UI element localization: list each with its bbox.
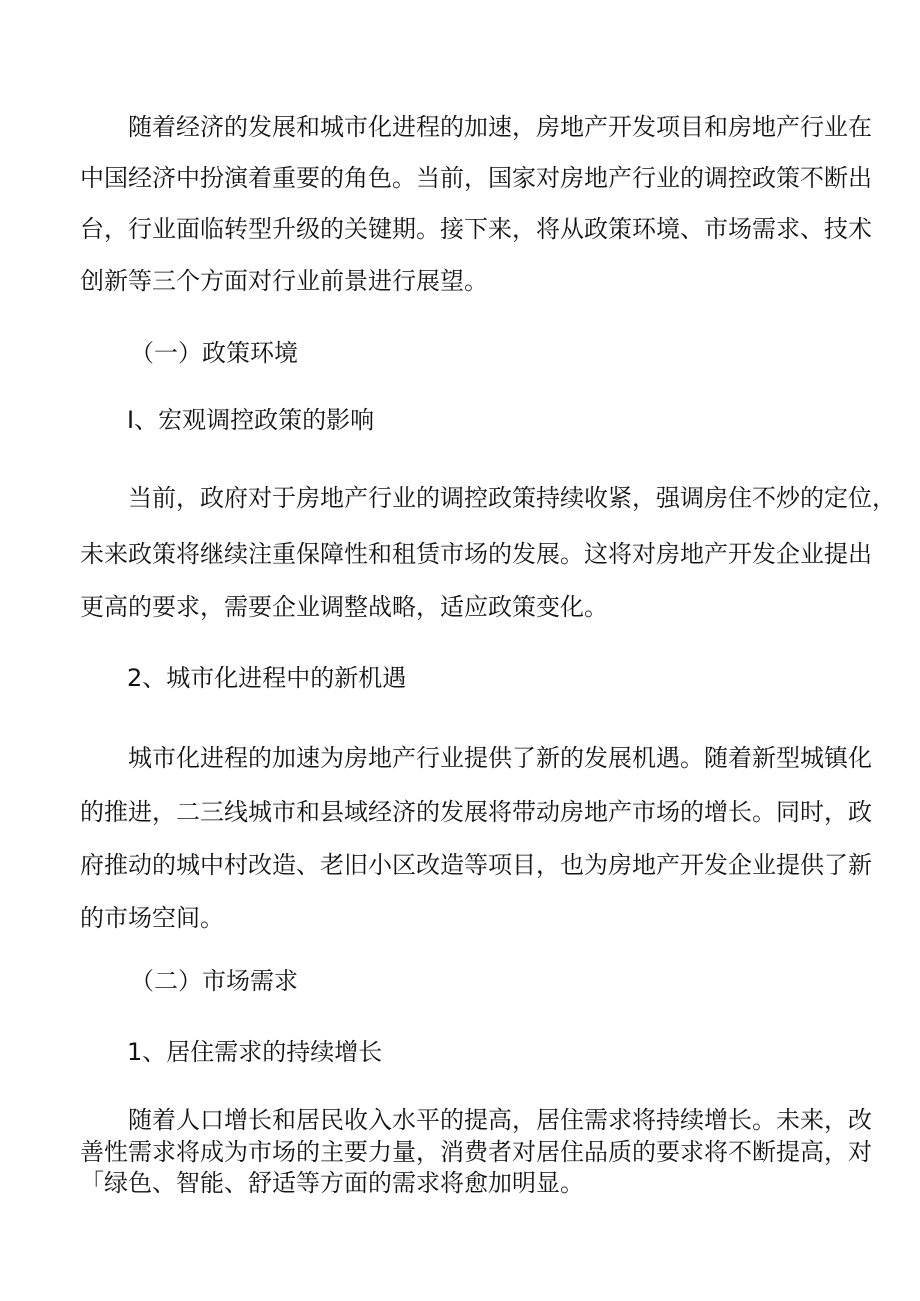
paragraph-line: 善性需求将成为市场的主要力量，消费者对居住品质的要求将不断提高，对 — [80, 1138, 872, 1166]
paragraph-line: 台，行业面临转型升级的关键期。接下来，将从政策环境、市场需求、技术 — [80, 215, 872, 243]
section-heading-market-demand: （二）市场需求 — [130, 967, 298, 995]
paragraph-line: 城市化进程的加速为房地产行业提供了新的发展机遇。随着新型城镇化 — [128, 744, 872, 772]
paragraph-line: 的市场空间。 — [80, 904, 224, 932]
paragraph-line: 府推动的城中村改造、老旧小区改造等项目，也为房地产开发企业提供了新 — [80, 851, 872, 879]
subsection-heading-urbanization: 2、城市化进程中的新机遇 — [127, 664, 407, 692]
paragraph-line: 「绿色、智能、舒适等方面的需求将愈加明显。 — [80, 1169, 584, 1197]
paragraph-line: 随着经济的发展和城市化进程的加速，房地产开发项目和房地产行业在 — [128, 113, 872, 141]
paragraph-line: 当前，政府对于房地产行业的调控政策持续收紧，强调房住不炒的定位， — [128, 484, 896, 512]
paragraph-line: 未来政策将继续注重保障性和租赁市场的发展。这将对房地产开发企业提出 — [80, 540, 872, 568]
paragraph-line: 创新等三个方面对行业前景进行展望。 — [80, 267, 488, 295]
section-heading-policy-environment: （一）政策环境 — [130, 339, 298, 367]
paragraph-line: 中国经济中扮演着重要的角色。当前，国家对房地产行业的调控政策不断出 — [80, 164, 872, 192]
paragraph-line: 的推进，二三线城市和县域经济的发展将带动房地产市场的增长。同时，政 — [80, 798, 872, 826]
subsection-heading-macro-control: I、宏观调控政策的影响 — [127, 406, 375, 434]
subsection-heading-housing-demand: 1、居住需求的持续增长 — [127, 1038, 383, 1066]
paragraph-line: 更高的要求，需要企业调整战略，适应政策变化。 — [80, 593, 608, 621]
paragraph-line: 随着人口增长和居民收入水平的提高，居住需求将持续增长。未来，改 — [128, 1106, 872, 1134]
